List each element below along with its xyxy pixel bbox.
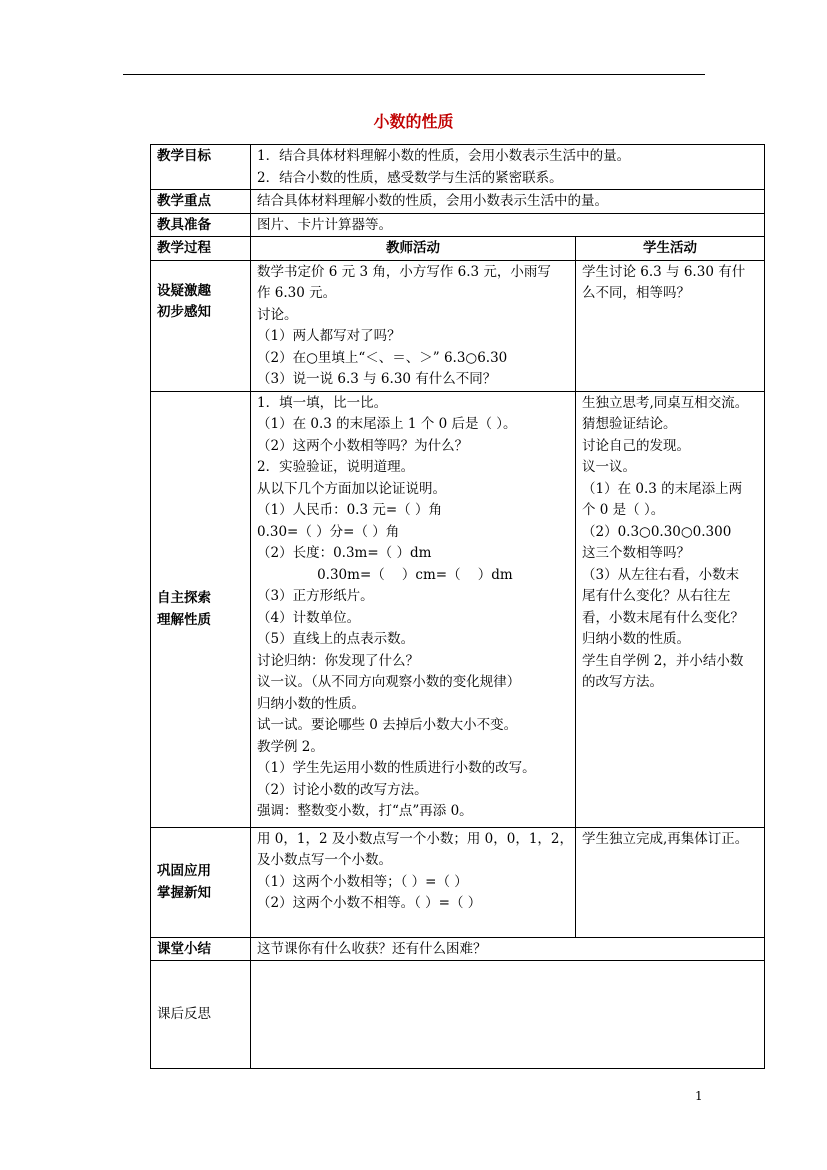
stage1-teacher-line: （1）两人都写对了吗？ — [257, 328, 401, 344]
row-focus — [151, 190, 765, 214]
stage2-student-line: （1）在 0.3 的末尾添上两 — [582, 480, 743, 497]
row-summary — [151, 937, 765, 961]
stage2-teacher — [251, 391, 576, 827]
row-materials — [151, 213, 765, 237]
stage2-student-line: 看，小数末尾有什么变化？ — [582, 609, 744, 626]
stage2-teacher-line: 归纳小数的性质。 — [257, 695, 365, 712]
stage2-student-line: 个 0 是（ ）。 — [582, 502, 665, 518]
stage2-student-line: 讨论自己的发现。 — [582, 437, 690, 454]
stage2-student-line: 这三个数相等吗？ — [582, 545, 690, 561]
summary-label: 课堂小结 — [151, 937, 251, 961]
stage1-teacher-line: （3）说一说 6.3 与 6.30 有什么不同？ — [257, 371, 497, 387]
stage2-teacher-line: 讨论归纳：你发现了什么？ — [257, 652, 419, 669]
stage1-teacher-line: （2）在○里填上“＜、＝、＞” 6.3○6.30 — [257, 349, 508, 366]
page-number: 1 — [695, 1089, 703, 1103]
stage3-student-line: 学生独立完成,再集体订正。 — [582, 830, 749, 847]
focus-content: 结合具体材料理解小数的性质，会用小数表示生活中的量。 — [251, 190, 765, 214]
stage2-teacher-line: 试一试。要论哪些 0 去掉后小数大小不变。 — [257, 717, 518, 733]
stage2-teacher-line: 1．填一填，比一比。 — [257, 394, 388, 411]
row-process-header — [151, 237, 765, 261]
stage2-teacher-line: 0.30=（ ）分=（ ）角 — [257, 523, 400, 540]
stage2-teacher-line: 0.30m=（ ）cm=（ ）dm — [257, 566, 513, 583]
stage2-student — [576, 391, 765, 827]
stage2-teacher-line: 教学例 2。 — [257, 738, 324, 755]
stage2-teacher-line: （2）讨论小数的改写方法。 — [257, 781, 428, 798]
row-stage-1 — [151, 260, 765, 391]
row-goals — [151, 145, 765, 190]
stage1-teacher-line: 数学书定价 6 元 3 角，小方写作 6.3 元，小雨写 — [257, 263, 551, 280]
reflection-content — [251, 961, 765, 1069]
stage3-teacher-line: （1）这两个小数相等；（ ）=（ ） — [257, 873, 468, 890]
student-activity-header: 学生活动 — [576, 237, 765, 261]
stage2-label-line: 自主探索 — [157, 590, 211, 606]
goals-content — [251, 145, 765, 190]
stage1-teacher-line: 作 6.30 元。 — [257, 285, 337, 301]
stage2-teacher-line: （1）学生先运用小数的性质进行小数的改写。 — [257, 760, 536, 776]
stage2-student-line: 归纳小数的性质。 — [582, 631, 690, 647]
stage3-label-line: 巩固应用 — [157, 863, 211, 879]
stage2-teacher-line: （2）这两个小数相等吗？为什么？ — [257, 437, 469, 454]
stage2-teacher-line: （4）计数单位。 — [257, 609, 361, 626]
stage2-student-line: （3）从左往右看，小数末 — [582, 566, 740, 583]
stage1-student-line: 么不同，相等吗？ — [582, 285, 690, 301]
stage2-teacher-line: （1）人民币：0.3 元=（ ）角 — [257, 502, 442, 518]
stage2-teacher-line: （3）正方形纸片。 — [257, 588, 374, 604]
stage2-teacher-line: （5）直线上的点表示数。 — [257, 631, 415, 647]
header-rule — [123, 74, 705, 75]
stage2-teacher-line: 2．实验验证，说明道理。 — [257, 459, 415, 475]
materials-content: 图片、卡片计算器等。 — [251, 213, 765, 237]
goals-line: 2．结合小数的性质，感受数学与生活的紧密联系。 — [257, 169, 563, 186]
stage2-label-line: 理解性质 — [157, 611, 211, 628]
stage3-teacher — [251, 827, 576, 937]
stage2-teacher-line: （1）在 0.3 的末尾添上 1 个 0 后是（ ）。 — [257, 416, 517, 432]
stage2-student-line: 议一议。 — [582, 459, 636, 475]
stage3-teacher-line: 用 0，1，2 及小数点写一个小数；用 0，0，1，2， — [257, 830, 573, 847]
teacher-activity-header: 教师活动 — [251, 237, 576, 261]
summary-content: 这节课你有什么收获？还有什么困难？ — [251, 937, 765, 961]
reflection-label: 课后反思 — [151, 961, 251, 1069]
process-label: 教学过程 — [151, 237, 251, 261]
stage3-teacher-line: 及小数点写一个小数。 — [257, 852, 392, 868]
lesson-plan-table — [150, 144, 765, 1069]
stage2-student-line: 猜想验证结论。 — [582, 416, 677, 432]
stage2-student-line: （2）0.3○0.30○0.300 — [582, 523, 732, 540]
stage2-label — [151, 391, 251, 827]
stage2-teacher-line: 议一议。（从不同方向观察小数的变化规律） — [257, 674, 521, 690]
row-stage-3 — [151, 827, 765, 937]
stage1-teacher — [251, 260, 576, 391]
stage3-student — [576, 827, 765, 937]
goals-label: 教学目标 — [151, 145, 251, 190]
materials-label: 教具准备 — [151, 213, 251, 237]
stage1-student — [576, 260, 765, 391]
stage1-label-line: 设疑激趣 — [157, 282, 211, 299]
stage2-student-line: 的改写方法。 — [582, 674, 663, 690]
stage2-student-line: 生独立思考,同桌互相交流。 — [582, 394, 749, 411]
stage1-label — [151, 260, 251, 391]
row-stage-2 — [151, 391, 765, 827]
stage3-label-line: 掌握新知 — [157, 884, 211, 901]
stage2-teacher-line: 从以下几个方面加以论证说明。 — [257, 480, 446, 497]
focus-label: 教学重点 — [151, 190, 251, 214]
stage2-student-line: 学生自学例 2，并小结小数 — [582, 652, 744, 669]
row-reflection — [151, 961, 765, 1069]
page-title: 小数的性质 — [373, 112, 454, 131]
goals-line: 1．结合具体材料理解小数的性质，会用小数表示生活中的量。 — [257, 148, 631, 164]
stage2-teacher-line: （2）长度：0.3m=（ ）dm — [257, 545, 432, 561]
stage3-label — [151, 827, 251, 937]
stage1-label-line: 初步感知 — [157, 304, 211, 320]
stage3-teacher-line: （2）这两个小数不相等。（ ）=（ ） — [257, 895, 482, 911]
stage2-teacher-line: 强调：整数变小数，打“点”再添 0。 — [257, 803, 473, 819]
stage1-teacher-line: 讨论。 — [257, 306, 298, 323]
stage2-student-line: 尾有什么变化？从右往左 — [582, 588, 731, 604]
stage1-student-line: 学生讨论 6.3 与 6.30 有什 — [582, 263, 746, 280]
